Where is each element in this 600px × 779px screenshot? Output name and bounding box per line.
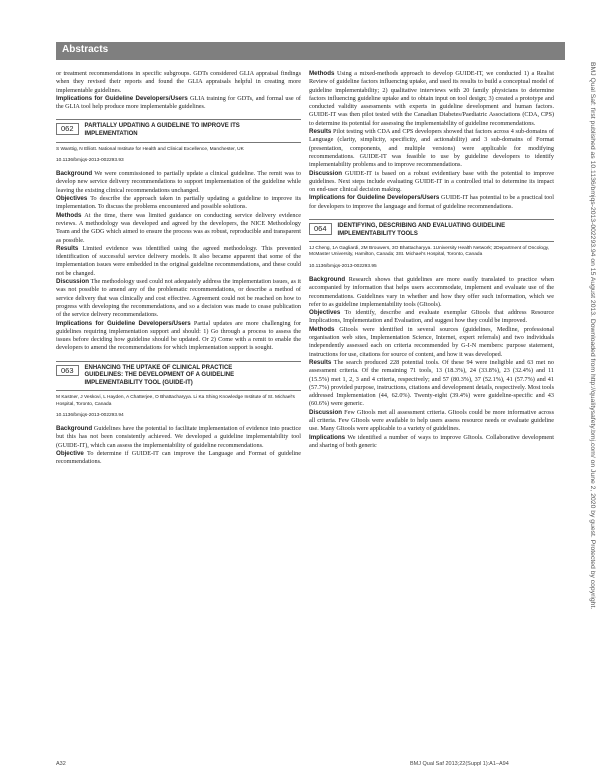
abstract-title: PARTIALLY UPDATING A GUIDELINE TO IMPROVE ITS IMPLEMENTATION	[84, 123, 240, 138]
page-number: A32	[56, 761, 66, 767]
download-side-note	[586, 62, 596, 762]
journal-citation: BMJ Qual Saf 2013;22(Suppl 1):A1–A94	[410, 761, 509, 767]
abstract-064-title-box	[309, 219, 554, 242]
intro-implications: Implications for Guideline Developers/Users GLIA training for GDTs, and formal use of the GLIA tool help produce more implementable guidelines.	[56, 94, 301, 111]
abstract-background: Background We were commissioned to partially update a clinical guideline. The remit was to develop new service delivery recommendations to support implementation of the guideline while leaving the existing clinical recommendations unchanged.	[56, 170, 301, 194]
abstract-authors: 1J Cheng, 1A Gagliardi, 2M Brouwers, 3O Bhattacharyya. 1University Health Network; 2Department of Oncology, McMaster University, Hamilton, Canada; 3St. Michael's Hospital, Toronto, Canada	[309, 246, 550, 258]
abstract-063-title-box	[56, 361, 301, 392]
abstract-objectives: Objectives To describe the approach taken in partially updating a guideline to improve its implementation. To discuss the problems encountered and possible solutions.	[56, 195, 301, 211]
abstract-062-title-box	[56, 119, 301, 142]
section-header-title: Abstracts	[62, 44, 109, 55]
abstract-methods: Methods At the time, there was limited guidance on conducting service delivery evidence reviews. A methodology was developed and agreed by the developers, the NICE Methodology Team and the GDG which aimed to ensure the process was as robust, reproducible and transparent as possible.	[56, 211, 301, 244]
abstract-objectives: Objectives To identify, describe and evaluate exemplar GItools that address Resource Implications, Implementation and Evaluation, and suggest how they could be improved.	[309, 309, 554, 325]
abstract-title: IDENTIFYING, DESCRIBING AND EVALUATING GUIDELINE IMPLEMENTABILITY TOOLS	[337, 223, 506, 237]
right-column	[309, 70, 554, 450]
abstract-results: Results Limited evidence was identified using the agreed methodology. This prevented identification of successful service delivery models. It also became apparent that some of the implementation issues were embedded in the original guideline recommendations, and these could not be changed.	[56, 244, 301, 277]
abstract-number: 063	[56, 365, 79, 377]
intro-paragraph: or treatment recommendations in specific subgroups. GDTs considered GLIA appraisal findings when they revised their reports and found the GLIA appraisals helpful in creating more implementable guidelines.	[56, 70, 301, 94]
abstract-number: 062	[56, 123, 79, 135]
abstract-discussion: Discussion GUIDE-IT is based on a robust evidentiary base with the potential to improve guidelines. Next steps include evaluating GUIDE-IT in a controlled trial to determine its impact on end-user clinical decision making.	[309, 169, 554, 194]
abstract-doi: 10.1136/bmjqs-2013-002293.93	[56, 157, 124, 163]
abstract-number: 064	[309, 223, 332, 235]
abstract-objective: Objective To determine if GUIDE-IT can improve the Language and Format of guideline recommendations.	[56, 450, 301, 466]
abstract-discussion: Discussion Few GItools met all assessment criteria. GItools could be more informative across all criteria. Few GItools were available to help users assess resource needs or evaluate guideline use. Many GItools were applicable to a variety of guidelines.	[309, 408, 554, 433]
abstract-doi: 10.1136/bmjqs-2013-002293.94	[56, 412, 124, 418]
abstract-methods: Methods GItools were identified in several sources (guidelines, Medline, professional organisation web sites, Implementation Science, Internet, expert referrals) and two individuals independently assessed each on criteria recommended by G-I-N members: purpose statement, instructions for use, citations for source of content, and how it was developed.	[309, 325, 554, 358]
abstract-implications: Implications We identified a number of ways to improve GItools. Collaborative development and sharing of both generic	[309, 433, 554, 449]
abstract-results: Results Pilot testing with CDA and CPS developers showed that factors across 4 sub-domains of Language (clarity, simplicity, specificity, and actionability) and 3 sub-domains of Format (presentation, components, and multiple versions) were applicable for modifying recommendations. GUIDE-IT was feasible to use by guideline developers to identify implementability problems and to improve recommendations.	[309, 128, 554, 169]
abstract-results: Results The search produced 228 potential tools. Of these 94 were ineligible and 63 met no assessment criteria. Of the remaining 71 tools, 13 (18.3%), 24 (33.8%), 23 (32.4%) and 11 (15.5%) met 1, 2, 3 and 4 criteria, respectively; and 57 (80.3%), 37 (52.1%), 41 (57.7%) and 41 (57.7%) provided purpose, instructions, citations and development details, respectively. Most tools addressed Implementation (44, 62.0%). Twenty-eight (39.4%) were guideline-specific and 43 (60.6%) were generic.	[309, 358, 554, 408]
section-header-bar	[56, 42, 565, 60]
left-column	[56, 70, 301, 467]
abstract-title: ENHANCING THE UPTAKE OF CLINICAL PRACTICE GUIDELINES: THE DEVELOPMENT OF A GUIDELINE IMPLEMENTABILITY TOOL (GUIDE-IT)	[84, 364, 235, 386]
abstract-implications: Implications for Guideline Developers/Users Partial updates are more challenging for guidelines requiring implementation support and should: 1) Go through a process to assess the issues before deciding how guideline should be updated. Or 2) Come with a remit to enable the developers to amend the recommendations for which implementation support is sought.	[56, 319, 301, 352]
abstract-authors: M Kastner, J Veskovi, L Hayden, A Chatterjee, O Bhattacharyya. Li Ka Shing Knowledge Institute of St. Michael's Hospital, Toronto, Canada	[56, 395, 295, 407]
abstract-implications: Implications for Guideline Developers/Users GUIDE-IT has potential to be a practical tool for developers to improve the language and format of guideline recommendations.	[309, 194, 554, 210]
abstract-doi: 10.1136/bmjqs-2013-002293.95	[309, 263, 377, 269]
abstract-methods: Methods Using a mixed-methods approach to develop GUIDE-IT, we conducted 1) a Realist Review of guideline factors influencing uptake, and used its results to build a conceptual model of guideline implementability; 2) qualitative interviews with 20 family physicians to determine factors influencing guideline uptake and to obtain input on tool design; 3) created a prototype and conducted validity assessments with experts in guideline development and human factors. GUIDE-IT was then pilot tested with the Canadian Diabetes/Paediatric Associations (CDA, CPS) to determine its potential for assessing the implementability of guideline recommendations.	[309, 70, 554, 127]
side-note-text: BMJ Qual Saf: first published as 10.1136/bmjqs-2013-002293.94 on 15 August 2013. Downloaded from http://qualitysafety.bmj.com/ on June 2, 2020 by guest. Protected by copyright.	[589, 62, 596, 610]
abstract-background: Background Research shows that guidelines are more easily translated to practice when accompanied by information that helps users accommodate, implement and evaluate use of the recommendations. Guidelines vary in whether and how they offer such information, which we refer to as guideline implementability tools (GItools).	[309, 275, 554, 308]
abstract-authors: S Wanttig, N Elliott. National Institute for Health and Clinical Excellence, Manchester, UK	[56, 146, 244, 152]
abstract-discussion: Discussion The methodology used could not adequately address the implementation issues, as it was not possible to amend any of the problematic recommendations, or describe a method of service delivery that was clinically and cost effective. Agreement could not be reached on how to progress with developing the recommendations, and so a decision was made to cease publication of the service delivery recommendations.	[56, 278, 301, 319]
abstract-background: Background Guidelines have the potential to facilitate implementation of evidence into practice but this has not been consistently achieved. We developed a guideline implementability tool (GUIDE-IT), which can assess the implementability of guideline recommendations.	[56, 425, 301, 449]
